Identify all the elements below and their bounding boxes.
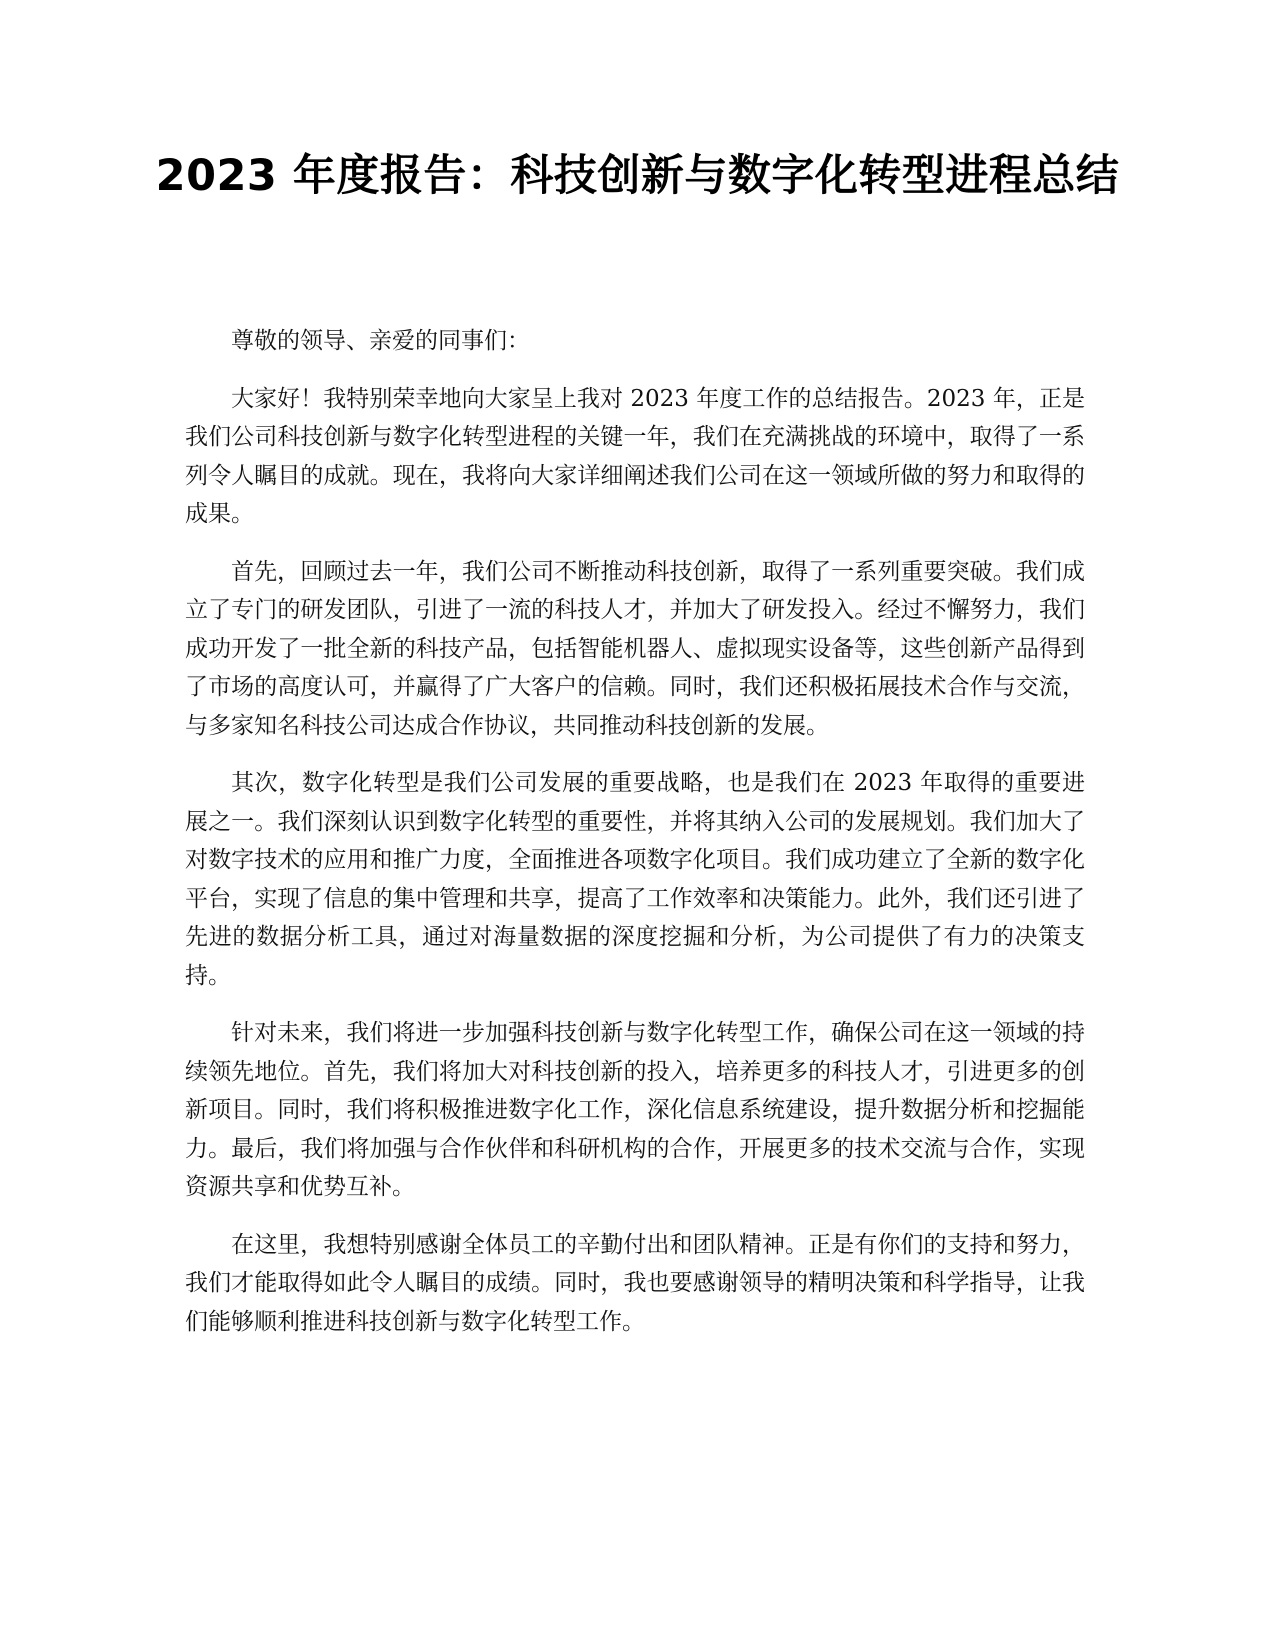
intro-paragraph: 大家好！我特别荣幸地向大家呈上我对 2023 年度工作的总结报告。2023 年，正是我们公司科技创新与数字化转型进程的关键一年，我们在充满挑战的环境中，取得了一系列令人瞩目的成就。现在，我将向大家详细阐述我们公司在这一领域所做的努力和取得的成果。 [185, 385, 1085, 527]
digital-transformation-paragraph: 其次，数字化转型是我们公司发展的重要战略，也是我们在 2023 年取得的重要进展之一。我们深刻认识到数字化转型的重要性，并将其纳入公司的发展规划。我们加大了对数字技术的应用和推广力度，全面推进各项数字化项目。我们成功建立了全新的数字化平台，实现了信息的集中管理和共享，提高了工作效率和决策能力。此外，我们还引进了先进的数据分析工具，通过对海量数据的深度挖掘和分析，为公司提供了有力的决策支持。 [185, 770, 1085, 989]
thanks-paragraph: 在这里，我想特别感谢全体员工的辛勤付出和团队精神。正是有你们的支持和努力，我们才能取得如此令人瞩目的成绩。同时，我也要感谢领导的精明决策和科学指导，让我们能够顺利推进科技创新与数字化转型工作。 [185, 1231, 1085, 1335]
innovation-paragraph: 首先，回顾过去一年，我们公司不断推动科技创新，取得了一系列重要突破。我们成立了专门的研发团队，引进了一流的科技人才，并加大了研发投入。经过不懈努力，我们成功开发了一批全新的科技产品，包括智能机器人、虚拟现实设备等，这些创新产品得到了市场的高度认可，并赢得了广大客户的信赖。同时，我们还积极拓展技术合作与交流，与多家知名科技公司达成合作协议，共同推动科技创新的发展。 [185, 558, 1085, 739]
document-body [185, 322, 1085, 1360]
salutation-paragraph: 尊敬的领导、亲爱的同事们： [231, 328, 530, 354]
future-plan-paragraph: 针对未来，我们将进一步加强科技创新与数字化转型工作，确保公司在这一领域的持续领先地位。首先，我们将加大对科技创新的投入，培养更多的科技人才，引进更多的创新项目。同时，我们将积极推进数字化工作，深化信息系统建设，提升数据分析和挖掘能力。最后，我们将加强与合作伙伴和科研机构的合作，开展更多的技术交流与合作，实现资源共享和优势互补。 [185, 1020, 1085, 1200]
document-title: 2023 年度报告：科技创新与数字化转型进程总结 [155, 151, 1120, 201]
